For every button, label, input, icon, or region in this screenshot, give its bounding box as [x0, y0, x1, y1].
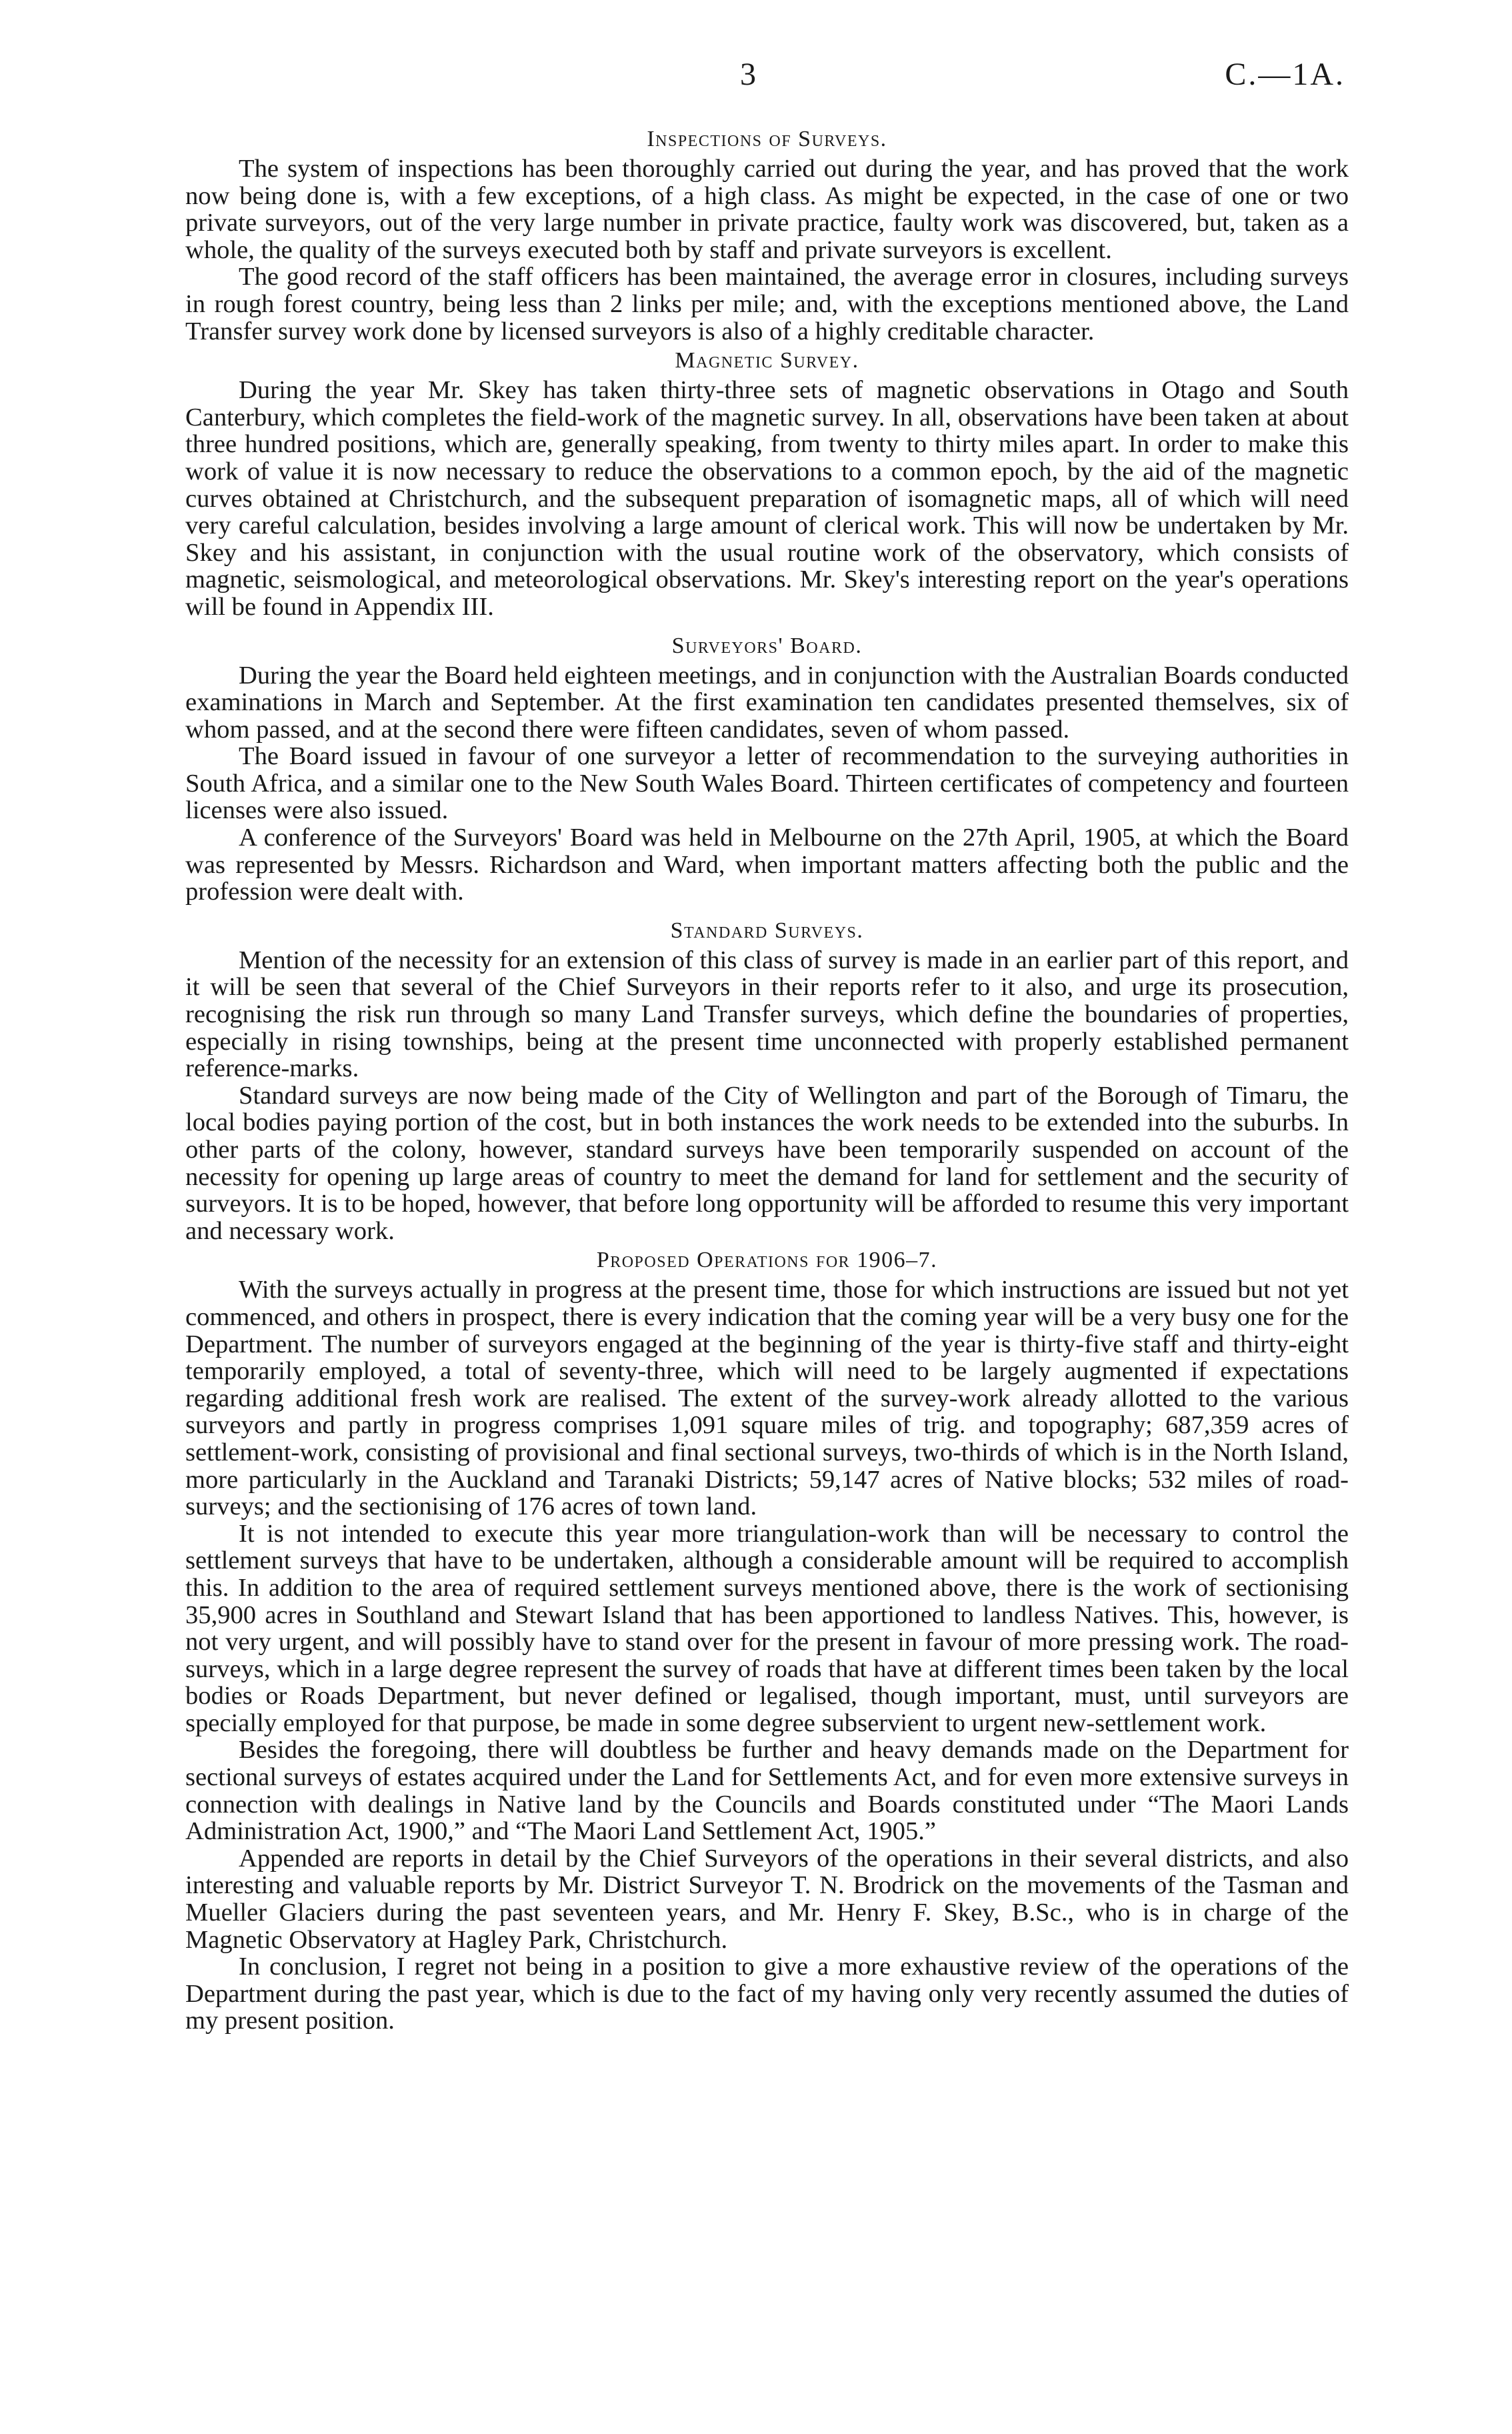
- page-header: [0, 56, 1512, 109]
- paragraph: Standard surveys are now being made of the City of Wellington and part of the Borough of Timaru, the local bodies paying portion of the cost, but in both instances the work needs to be extended into the suburbs. In other parts of the colony, however, standard surveys have been temporarily suspended on account of the necessity for opening up large areas of country to meet the demand for land for settlement and the security of surveyors. It is to be hoped, however, that before long opportunity will be afforded to resume this very important and necessary work.: [185, 1081, 1349, 1245]
- section-heading: Standard Surveys.: [670, 918, 864, 943]
- paragraph: The system of inspections has been thoroughly carried out during the year, and has proved that the work now being done is, with a few exceptions, of a high class. As might be expected, in the case of one or two private surveyors, out of the very large number in private practice, faulty work was discovered, but, taken as a whole, the quality of the surveys executed both by staff and private surveyors is excellent.: [185, 155, 1349, 264]
- section-surveyors-board: [185, 630, 1349, 906]
- section-heading: Inspections of Surveys.: [647, 127, 887, 151]
- section-magnetic-survey: [185, 345, 1349, 620]
- paragraph: During the year the Board held eighteen meetings, and in conjunction with the Australian Boards conducted examinations in March and September. At the first examination ten candidates presented themselves, six of whom passed, and at the second there were fifteen candidates, seven of whom passed.: [185, 661, 1349, 744]
- paragraph: Besides the foregoing, there will doubtless be further and heavy demands made on the Department for sectional surveys of estates acquired under the Land for Settlements Act, and for even more extensive surveys in connection with dealings in Native land by the Councils and Boards constituted under “The Maori Lands Administration Act, 1900,” and “The Maori Land Settlement Act, 1905.”: [185, 1736, 1349, 1846]
- section-heading: Magnetic Survey.: [675, 348, 859, 373]
- paragraph: The Board issued in favour of one surveyor a letter of recommendation to the surveying authorities in South Africa, and a similar one to the New South Wales Board. Thirteen certificates of competency and fourteen licenses were also issued.: [185, 742, 1349, 825]
- paragraph: Mention of the necessity for an extension of this class of survey is made in an earlier part of this report, and it will be seen that several of the Chief Surveyors in their reports refer to it also, and urge its prosecution, recognising the risk run through so many Land Transfer surveys, which define the boundaries of properties, especially in rising townships, being at the present time unconnected with properly established permanent reference-marks.: [185, 946, 1349, 1083]
- document-body: [185, 123, 1349, 2035]
- paragraph: A conference of the Surveyors' Board was held in Melbourne on the 27th April, 1905, at which the Board was represented by Messrs. Richardson and Ward, when important matters affecting both the public and the profession were dealt with.: [185, 824, 1349, 906]
- paragraph: The good record of the staff officers has been maintained, the average error in closures, including surveys in rough forest country, being less than 2 links per mile; and, with the exceptions mentioned above, the Land Transfer survey work done by licensed surveyors is also of a highly creditable character.: [185, 263, 1349, 345]
- paragraph: It is not intended to execute this year more triangulation-work than will be necessary to control the settlement surveys that have to be undertaken, although a considerable amount will be required to accomplish this. In addition to the area of required settlement surveys mentioned above, there is the work of sectionising 35,900 acres in Southland and Stewart Island that has been apportioned to landless Natives. This, however, is not very urgent, and will possibly have to stand over for the present in favour of more pressing work. The road-surveys, which in a large degree represent the survey of roads that have at different times been taken by the local bodies or Roads Department, but never defined or legalised, though important, must, until surveyors are specially employed for that purpose, be made in some degree subservient to urgent new-settlement work.: [185, 1519, 1349, 1737]
- paragraph: In conclusion, I regret not being in a position to give a more exhaustive review of the operations of the Department during the past year, which is due to the fact of my having only very recently assumed the duties of my present position.: [185, 1953, 1349, 2035]
- section-inspections-of-surveys: [185, 123, 1349, 345]
- page-number: 3: [740, 57, 757, 92]
- document-reference: C.—1A.: [1225, 57, 1345, 92]
- section-standard-surveys: [185, 915, 1349, 1245]
- section-proposed-operations: [185, 1244, 1349, 2035]
- section-heading: Surveyors' Board.: [671, 633, 863, 658]
- paragraph: During the year Mr. Skey has taken thirty-three sets of magnetic observations in Otago and South Canterbury, which completes the field-work of the magnetic survey. In all, observations have been taken at about three hundred positions, which are, generally speaking, from twenty to thirty miles apart. In order to make this work of value it is now necessary to reduce the observations to a common epoch, by the aid of the magnetic curves obtained at Christchurch, and the subsequent preparation of isomagnetic maps, all of which will need very careful calculation, besides involving a large amount of clerical work. This will now be undertaken by Mr. Skey and his assistant, in conjunction with the usual routine work of the observatory, which consists of magnetic, seismological, and meteorological observations. Mr. Skey's interesting report on the year's operations will be found in Appendix III.: [185, 376, 1349, 621]
- paragraph: With the surveys actually in progress at the present time, those for which instructions are issued but not yet commenced, and others in prospect, there is every indication that the coming year will be a very busy one for the Department. The number of surveyors engaged at the beginning of the year is thirty-five staff and thirty-eight temporarily employed, a total of seventy-three, which will need to be largely augmented if expectations regarding additional fresh work are realised. The extent of the survey-work already allotted to the various surveyors and partly in progress comprises 1,091 square miles of trig. and topography; 687,359 acres of settlement-work, consisting of provisional and final sectional surveys, two-thirds of which is in the North Island, more particularly in the Auckland and Taranaki Districts; 59,147 acres of Native blocks; 532 miles of road-surveys; and the sectionising of 176 acres of town land.: [185, 1276, 1349, 1521]
- section-heading: Proposed Operations for 1906–7.: [596, 1248, 938, 1273]
- paragraph: Appended are reports in detail by the Chief Surveyors of the operations in their several districts, and also interesting and valuable reports by Mr. District Surveyor T. N. Brodrick on the movements of the Tasman and Mueller Glaciers during the past seventeen years, and Mr. Henry F. Skey, B.Sc., who is in charge of the Magnetic Observatory at Hagley Park, Christchurch.: [185, 1844, 1349, 1954]
